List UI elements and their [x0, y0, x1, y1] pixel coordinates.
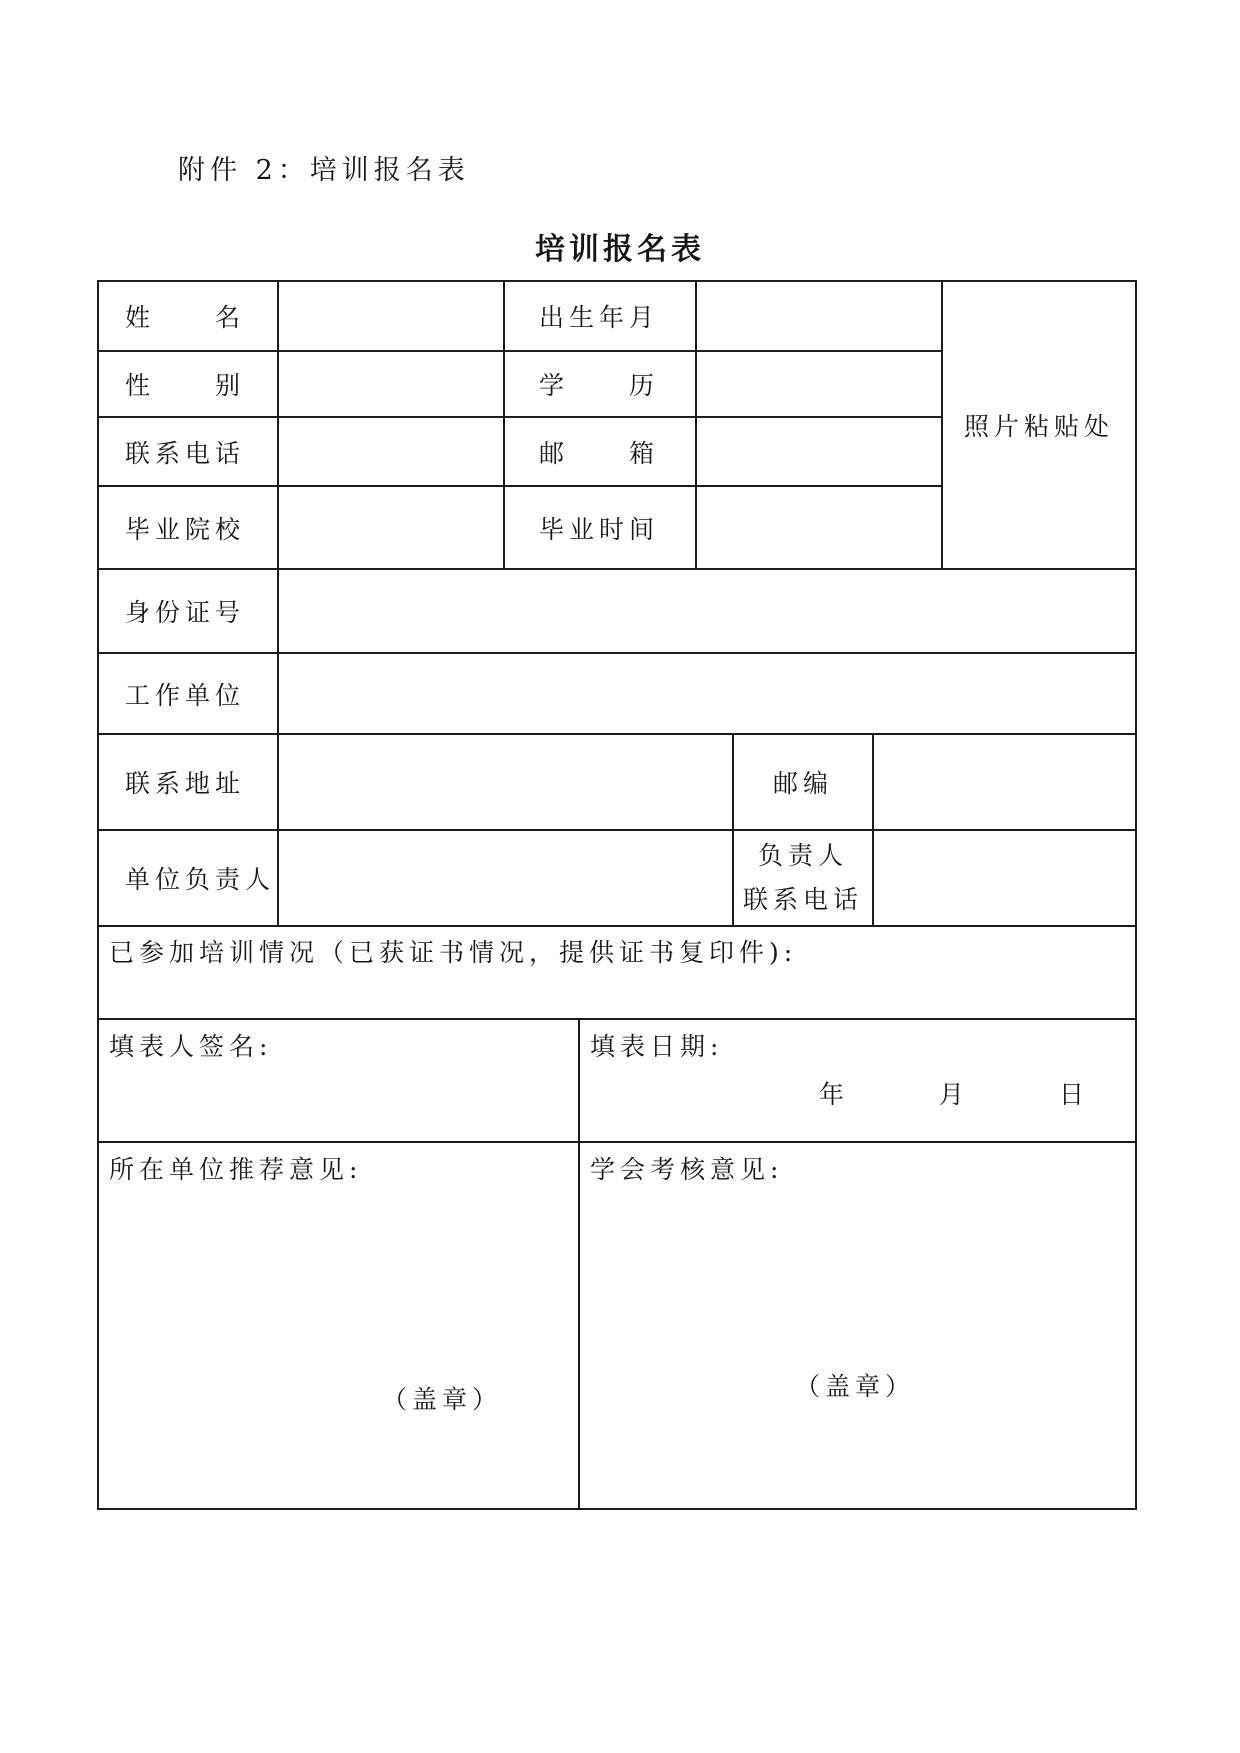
postcode-value-cell [874, 735, 1135, 829]
table-row-name-birth [99, 282, 943, 352]
birthdate-value-cell [697, 282, 943, 352]
gender-value-cell [279, 352, 505, 418]
manager-phone-value-cell [874, 831, 1135, 925]
table-row-unit-manager [99, 831, 1135, 927]
basic-info-section [99, 282, 1135, 570]
employer-stamp-placeholder: （盖章） [381, 1385, 503, 1414]
work-unit-value-cell [279, 654, 1135, 733]
table-row-id-number [99, 570, 1135, 654]
fill-date-label: 填表日期: [590, 1032, 724, 1061]
name-value-cell [279, 282, 505, 352]
education-value-cell [697, 352, 943, 418]
manager-phone-label [734, 831, 874, 925]
attachment-note: 附件 2：培训报名表 [178, 155, 470, 186]
unit-manager-value-cell [279, 831, 734, 925]
phone-label: 联系电话 [99, 418, 279, 487]
table-row-school-graduation [99, 487, 943, 568]
postcode-label: 邮编 [734, 735, 874, 829]
basic-info-grid [99, 282, 943, 568]
training-history-cell [99, 927, 1135, 1020]
unit-manager-label: 单位负责人 [99, 831, 279, 925]
manager-phone-label-line1: 负责人 [757, 841, 848, 870]
society-stamp-placeholder: （盖章） [794, 1372, 916, 1401]
name-label: 姓 名 [99, 282, 279, 352]
fill-date-cell [580, 1020, 1135, 1141]
training-history-label: 已参加培训情况（已获证书情况，提供证书复印件): [109, 938, 798, 967]
table-row-gender-education [99, 352, 943, 418]
email-value-cell [697, 418, 943, 487]
manager-phone-label-line2: 联系电话 [742, 885, 863, 914]
address-label: 联系地址 [99, 735, 279, 829]
graduate-school-label: 毕业院校 [99, 487, 279, 568]
phone-value-cell [279, 418, 505, 487]
graduation-date-label: 毕业时间 [505, 487, 697, 568]
photo-paste-area: 照片粘贴处 [963, 412, 1114, 441]
employer-opinion-label: 所在单位推荐意见: [109, 1155, 363, 1184]
address-value-cell [279, 735, 734, 829]
table-row-phone-email [99, 418, 943, 487]
graduate-school-value-cell [279, 487, 505, 568]
id-number-value-cell [279, 570, 1135, 652]
form-title: 培训报名表 [535, 232, 705, 267]
table-row-signature-date [99, 1020, 1135, 1143]
table-row-opinions [99, 1143, 1135, 1508]
table-row-work-unit [99, 654, 1135, 735]
society-opinion-label: 学会考核意见: [590, 1155, 784, 1184]
birthdate-label: 出生年月 [505, 282, 697, 352]
signer-cell [99, 1020, 580, 1141]
email-label: 邮 箱 [505, 418, 697, 487]
registration-form-table [97, 280, 1137, 1510]
society-opinion-cell [580, 1143, 1135, 1508]
work-unit-label: 工作单位 [99, 654, 279, 733]
employer-opinion-cell [99, 1143, 580, 1508]
date-blank-line: 年 月 日 [818, 1080, 1089, 1109]
gender-label: 性 别 [99, 352, 279, 418]
graduation-date-value-cell [697, 487, 943, 568]
id-number-label: 身份证号 [99, 570, 279, 652]
education-label: 学 历 [505, 352, 697, 418]
signer-label: 填表人签名: [109, 1032, 273, 1061]
table-row-address [99, 735, 1135, 831]
